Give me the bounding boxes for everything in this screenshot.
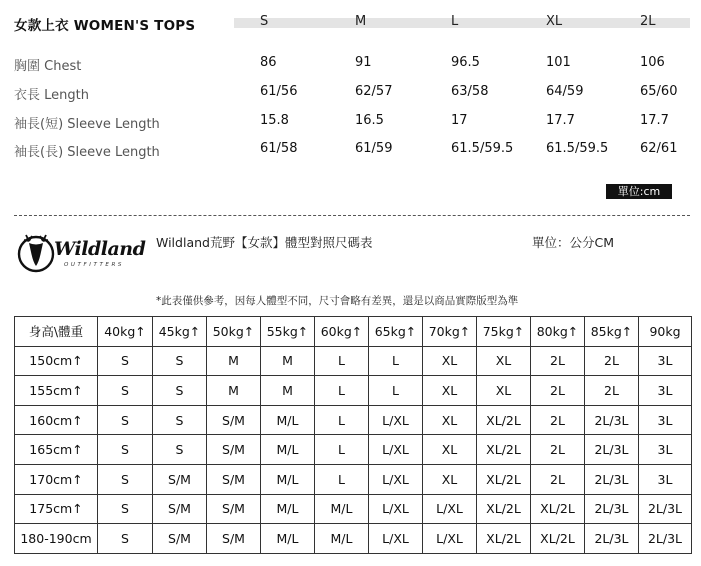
table-cell: S/M: [207, 464, 261, 494]
table-cell: 2L: [531, 435, 585, 465]
table-cell: 2L/3L: [639, 494, 692, 524]
table-cell: M/L: [315, 524, 369, 554]
row-label-long-sleeve: 袖長(長) Sleeve Length: [14, 145, 160, 160]
row-header-cell: 180-190cm: [15, 524, 98, 554]
table-cell: 2L: [531, 376, 585, 406]
chest-xl: 101: [546, 55, 571, 70]
table-cell: 2L/3L: [585, 494, 639, 524]
size-header-m: M: [355, 14, 367, 29]
table-cell: M: [261, 376, 315, 406]
row-header-cell: 170cm↑: [15, 464, 98, 494]
table-cell: M/L: [315, 494, 369, 524]
table-cell: 3L: [639, 376, 692, 406]
table-cell: 40kg↑: [98, 317, 153, 347]
table-cell: L/XL: [369, 435, 423, 465]
table-cell: XL: [423, 464, 477, 494]
table-cell: L/XL: [369, 405, 423, 435]
chart-caption: Wildland荒野【女款】體型對照尺碼表: [156, 235, 373, 250]
table-cell: M: [207, 346, 261, 376]
row-header-cell: 175cm↑: [15, 494, 98, 524]
long-sleeve-2l: 62/61: [640, 141, 678, 156]
table-row: [15, 494, 692, 524]
table-cell: S: [98, 346, 153, 376]
row-header-cell: 155cm↑: [15, 376, 98, 406]
wildland-logo: [16, 232, 146, 274]
length-m: 62/57: [355, 84, 393, 99]
table-cell: XL: [423, 435, 477, 465]
table-cell: 2L/3L: [585, 435, 639, 465]
short-sleeve-s: 15.8: [260, 113, 289, 128]
table-cell: 3L: [639, 346, 692, 376]
deer-head-icon: [16, 232, 56, 274]
length-xl: 64/59: [546, 84, 584, 99]
table-cell: 2L: [585, 346, 639, 376]
table-row: [15, 464, 692, 494]
table-cell: S: [98, 494, 153, 524]
row-header-cell: 150cm↑: [15, 346, 98, 376]
table-cell: XL/2L: [477, 524, 531, 554]
table-cell: 2L/3L: [585, 524, 639, 554]
chest-2l: 106: [640, 55, 665, 70]
row-label-chest: 胸圍 Chest: [14, 59, 82, 74]
table-cell: 60kg↑: [315, 317, 369, 347]
size-header-band: [234, 18, 690, 28]
table-row: [15, 524, 692, 554]
table-cell: M/L: [261, 435, 315, 465]
logo-wordmark: Wildland: [54, 238, 146, 260]
table-cell: XL/2L: [477, 494, 531, 524]
table-cell: S: [98, 435, 153, 465]
table-cell: S/M: [207, 405, 261, 435]
table-cell: M/L: [261, 405, 315, 435]
chest-s: 86: [260, 55, 277, 70]
table-row: [15, 376, 692, 406]
table-header-row: [15, 317, 692, 347]
size-header-2l: 2L: [640, 14, 656, 29]
womens-tops-title: 女款上衣 WOMEN'S TOPS: [14, 18, 196, 34]
long-sleeve-s: 61/58: [260, 141, 298, 156]
table-cell: 45kg↑: [153, 317, 207, 347]
table-cell: L: [315, 405, 369, 435]
table-cell: S/M: [207, 435, 261, 465]
table-cell: 3L: [639, 435, 692, 465]
table-cell: 2L/3L: [639, 524, 692, 554]
table-cell: XL/2L: [477, 464, 531, 494]
table-cell: 3L: [639, 405, 692, 435]
chest-l: 96.5: [451, 55, 480, 70]
row-header-cell: 165cm↑: [15, 435, 98, 465]
length-2l: 65/60: [640, 84, 678, 99]
table-cell: 2L/3L: [585, 464, 639, 494]
long-sleeve-l: 61.5/59.5: [451, 141, 514, 156]
table-cell: S/M: [207, 524, 261, 554]
table-cell: 2L: [531, 464, 585, 494]
table-cell: 3L: [639, 464, 692, 494]
unit-badge: 單位:cm: [606, 184, 672, 199]
table-cell: L: [369, 376, 423, 406]
long-sleeve-xl: 61.5/59.5: [546, 141, 609, 156]
size-header-xl: XL: [546, 14, 563, 29]
long-sleeve-m: 61/59: [355, 141, 393, 156]
size-header-s: S: [260, 14, 269, 29]
table-cell: 65kg↑: [369, 317, 423, 347]
logo-subtext: OUTFITTERS: [64, 262, 125, 268]
table-cell: L: [315, 435, 369, 465]
table-cell: XL: [423, 376, 477, 406]
table-cell: XL: [423, 405, 477, 435]
length-s: 61/56: [260, 84, 298, 99]
table-cell: 2L: [531, 346, 585, 376]
short-sleeve-2l: 17.7: [640, 113, 669, 128]
table-cell: 2L: [531, 405, 585, 435]
table-cell: L/XL: [369, 494, 423, 524]
table-cell: XL: [477, 376, 531, 406]
table-cell: S: [98, 376, 153, 406]
row-header-cell: 身高\體重: [15, 317, 98, 347]
table-cell: L/XL: [369, 464, 423, 494]
table-cell: 55kg↑: [261, 317, 315, 347]
table-cell: L/XL: [369, 524, 423, 554]
table-row: [15, 435, 692, 465]
table-cell: M/L: [261, 494, 315, 524]
table-cell: S: [98, 524, 153, 554]
row-label-short-sleeve: 袖長(短) Sleeve Length: [14, 117, 160, 132]
table-cell: 2L: [585, 376, 639, 406]
table-row: [15, 346, 692, 376]
table-cell: 90kg: [639, 317, 692, 347]
short-sleeve-m: 16.5: [355, 113, 384, 128]
table-cell: L: [315, 376, 369, 406]
table-cell: M: [207, 376, 261, 406]
table-cell: 85kg↑: [585, 317, 639, 347]
table-cell: XL/2L: [531, 524, 585, 554]
table-cell: S: [98, 405, 153, 435]
short-sleeve-l: 17: [451, 113, 468, 128]
table-cell: M: [261, 346, 315, 376]
table-cell: L/XL: [423, 494, 477, 524]
table-cell: S/M: [153, 464, 207, 494]
table-cell: 2L/3L: [585, 405, 639, 435]
dashed-divider: [14, 215, 690, 216]
table-cell: L/XL: [423, 524, 477, 554]
table-row: [15, 405, 692, 435]
table-cell: M/L: [261, 464, 315, 494]
table-cell: S: [153, 376, 207, 406]
table-cell: 50kg↑: [207, 317, 261, 347]
table-cell: L: [315, 346, 369, 376]
table-cell: L: [315, 464, 369, 494]
table-cell: XL/2L: [531, 494, 585, 524]
body-size-table: [14, 316, 692, 554]
unit-caption: 單位：公分CM: [532, 235, 615, 250]
table-cell: XL: [423, 346, 477, 376]
table-cell: S: [153, 346, 207, 376]
table-cell: S: [153, 405, 207, 435]
chest-m: 91: [355, 55, 372, 70]
table-cell: S/M: [153, 494, 207, 524]
length-l: 63/58: [451, 84, 489, 99]
table-cell: XL: [477, 346, 531, 376]
table-cell: L: [369, 346, 423, 376]
table-cell: 75kg↑: [477, 317, 531, 347]
disclaimer-note: *此表僅供參考，因每人體型不同，尺寸會略有差異，還是以商品實際版型為準: [156, 295, 519, 307]
table-cell: S/M: [153, 524, 207, 554]
short-sleeve-xl: 17.7: [546, 113, 575, 128]
row-header-cell: 160cm↑: [15, 405, 98, 435]
table-cell: 80kg↑: [531, 317, 585, 347]
table-cell: M/L: [261, 524, 315, 554]
table-cell: S: [98, 464, 153, 494]
row-label-length: 衣長 Length: [14, 88, 89, 103]
table-cell: S: [153, 435, 207, 465]
table-cell: 70kg↑: [423, 317, 477, 347]
table-cell: XL/2L: [477, 405, 531, 435]
size-header-l: L: [451, 14, 459, 29]
table-cell: XL/2L: [477, 435, 531, 465]
table-cell: S/M: [207, 494, 261, 524]
